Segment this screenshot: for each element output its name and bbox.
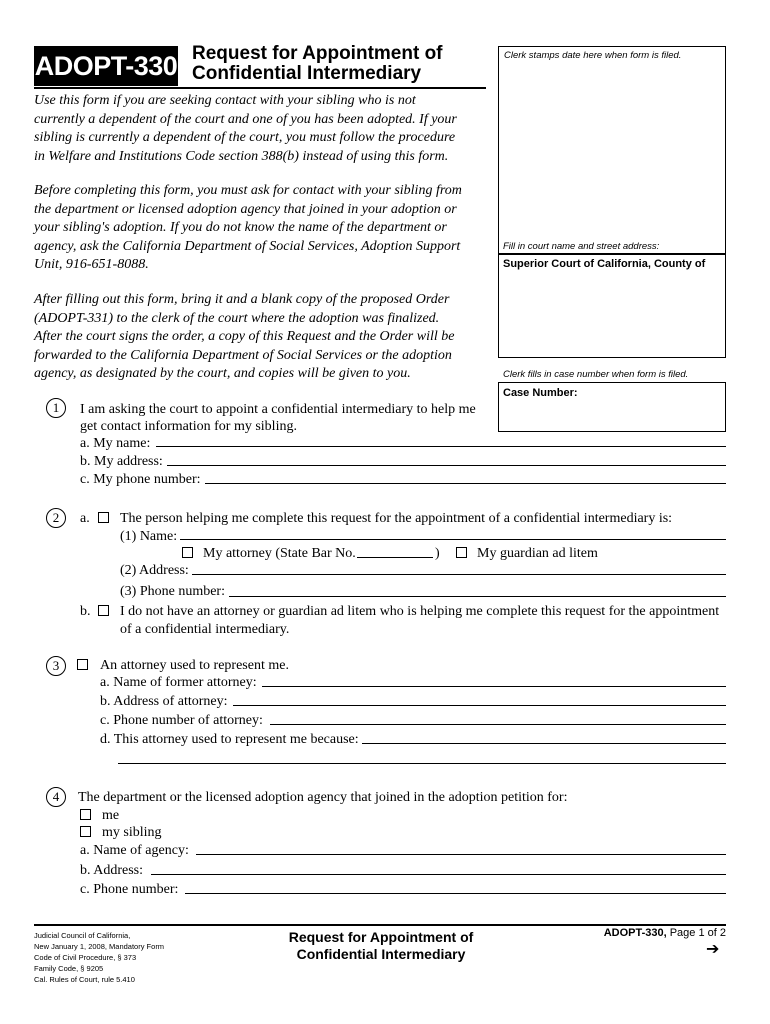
agency-for-sibling-checkbox[interactable]: [80, 826, 91, 837]
item-2-number: 2: [46, 508, 66, 528]
instructions-line: currently a dependent of the court and one of you has been adopted. If your: [34, 111, 457, 127]
item-2b-text-line1: I do not have an attorney or guardian ad litem who is helping me complete this request for the appointment: [120, 604, 720, 619]
form-title-line2: Confidential Intermediary: [192, 63, 422, 84]
court-name-note: Fill in court name and street address:: [503, 241, 660, 252]
footer-form-title: [250, 929, 512, 963]
item-3-number: 3: [46, 656, 66, 676]
footer-citation-line: New January 1, 2008, Mandatory Form: [34, 942, 165, 951]
attorney-reason-label: d. This attorney used to represent me because:: [100, 732, 359, 747]
instructions-line: sibling is currently a dependent of the court, you must follow the procedure: [34, 130, 456, 145]
guardian-ad-litem-checkbox[interactable]: [456, 547, 467, 558]
agency-for-me-checkbox[interactable]: [80, 809, 91, 820]
instructions-line: the department or licensed adoption agency that joined in your adoption or: [34, 201, 457, 217]
instructions-line: forwarded to the California Department of Social Services or the adoption: [34, 347, 452, 363]
state-bar-number-field[interactable]: [357, 557, 433, 558]
case-number-label: Case Number:: [503, 387, 578, 399]
guardian-ad-litem-label: My guardian ad litem: [477, 546, 598, 561]
footer-citation-line: Cal. Rules of Court, rule 5.410: [34, 975, 135, 984]
helper-address-label: (2) Address:: [120, 563, 189, 578]
instructions-line: Use this form if you are seeking contact with your sibling who is not: [34, 93, 416, 108]
footer-citation-line: Code of Civil Procedure, § 373: [34, 953, 137, 962]
attorney-reason-field-continued[interactable]: [118, 763, 726, 764]
my-attorney-checkbox[interactable]: [182, 547, 193, 558]
case-number-note: Clerk fills in case number when form is filed.: [503, 369, 689, 380]
state-bar-close-paren: ): [435, 546, 440, 561]
helper-name-label: (1) Name:: [120, 529, 178, 544]
court-name-label: Superior Court of California, County of: [503, 258, 706, 270]
item-2a-checkbox[interactable]: [98, 512, 109, 523]
my-phone-label: c. My phone number:: [80, 472, 201, 487]
footer-citation-line: Judicial Council of California,: [34, 931, 131, 940]
instructions-line: in Welfare and Institutions Code section 388(b) instead of using this form.: [34, 148, 449, 164]
item-4-number: 4: [46, 787, 66, 807]
agency-for-sibling-label: my sibling: [102, 825, 162, 840]
former-attorney-name-field[interactable]: [262, 686, 726, 687]
footer-title-line2: Confidential Intermediary: [296, 946, 466, 962]
instructions-paragraph-3: [34, 291, 482, 384]
attorney-address-label: b. Address of attorney:: [100, 694, 228, 709]
footer-citation-line: Family Code, § 9205: [34, 964, 104, 973]
item-2a-letter: a.: [80, 511, 90, 526]
my-phone-field[interactable]: [205, 483, 726, 484]
attorney-phone-field[interactable]: [270, 724, 726, 725]
my-name-field[interactable]: [156, 446, 726, 447]
instructions-line: After filling out this form, bring it and a blank copy of the proposed Order: [34, 292, 450, 307]
item-2b-text-line2: of a confidential intermediary.: [120, 622, 290, 637]
instructions-paragraph-1: [34, 92, 482, 166]
my-address-field[interactable]: [167, 465, 726, 466]
court-name-divider: [499, 253, 725, 255]
instructions-line: After the court signs the order, a copy of this Request and the Order will be: [34, 329, 455, 344]
helper-name-field[interactable]: [180, 539, 726, 540]
attorney-phone-label: c. Phone number of attorney:: [100, 713, 263, 728]
helper-phone-field[interactable]: [229, 596, 726, 597]
instructions-line: Before completing this form, you must ask for contact with your sibling from: [34, 183, 462, 198]
agency-for-me-label: me: [102, 808, 120, 823]
item-2b-checkbox[interactable]: [98, 605, 109, 616]
item-4-text: The department or the licensed adoption agency that joined in the adoption petition for:: [78, 790, 568, 805]
header-divider: [34, 87, 486, 89]
footer-page-text: Page 1 of 2: [669, 927, 726, 939]
item-3-checkbox[interactable]: [77, 659, 88, 670]
clerk-stamp-box[interactable]: [498, 46, 726, 358]
form-code-badge: ADOPT-330: [34, 46, 178, 86]
item-1-text-line2: get contact information for my sibling.: [80, 419, 297, 434]
footer-divider: [34, 924, 726, 926]
item-2b-letter: b.: [80, 604, 91, 619]
my-address-label: b. My address:: [80, 454, 163, 469]
agency-phone-label: c. Phone number:: [80, 882, 179, 897]
footer-title-line1: Request for Appointment of: [288, 929, 474, 945]
item-2a-text: The person helping me complete this request for the appointment of a confidential intermediary is:: [120, 511, 673, 526]
my-attorney-label: My attorney (State Bar No.: [203, 546, 356, 561]
my-name-label: a. My name:: [80, 436, 151, 451]
former-attorney-name-label: a. Name of former attorney:: [100, 675, 257, 690]
agency-name-label: a. Name of agency:: [80, 843, 189, 858]
instructions-line: agency, as designated by the court, and copies will be given to you.: [34, 366, 411, 381]
next-page-arrow-icon: ➔: [706, 941, 720, 958]
attorney-address-field[interactable]: [233, 705, 726, 706]
instructions-line: (ADOPT-331) to the clerk of the court where the adoption was finalized.: [34, 310, 440, 326]
form-title-line1: Request for Appointment of: [192, 43, 443, 64]
instructions-line: agency, ask the California Department of Social Services, Adoption Support: [34, 238, 461, 254]
instructions-line: Unit, 916-651-8088.: [34, 257, 149, 272]
instructions-line: your sibling's adoption. If you do not know the name of the department or: [34, 220, 447, 235]
attorney-reason-field[interactable]: [362, 743, 726, 744]
helper-address-field[interactable]: [192, 574, 726, 575]
footer-page-number: [604, 927, 726, 939]
agency-phone-field[interactable]: [185, 893, 726, 894]
item-3-text: An attorney used to represent me.: [100, 658, 289, 673]
agency-address-label: b. Address:: [80, 863, 143, 878]
footer-legal-citations: [34, 930, 164, 985]
form-title: [192, 44, 443, 84]
instructions-paragraph-2: [34, 182, 482, 275]
case-number-box[interactable]: [498, 382, 726, 432]
agency-address-field[interactable]: [151, 874, 726, 875]
helper-phone-label: (3) Phone number:: [120, 584, 225, 599]
footer-page-code: ADOPT-330,: [603, 927, 667, 939]
item-1-number: 1: [46, 398, 66, 418]
clerk-stamp-note: Clerk stamps date here when form is filed.: [504, 50, 682, 61]
item-1-text-line1: I am asking the court to appoint a confidential intermediary to help me: [80, 402, 476, 417]
agency-name-field[interactable]: [196, 854, 726, 855]
